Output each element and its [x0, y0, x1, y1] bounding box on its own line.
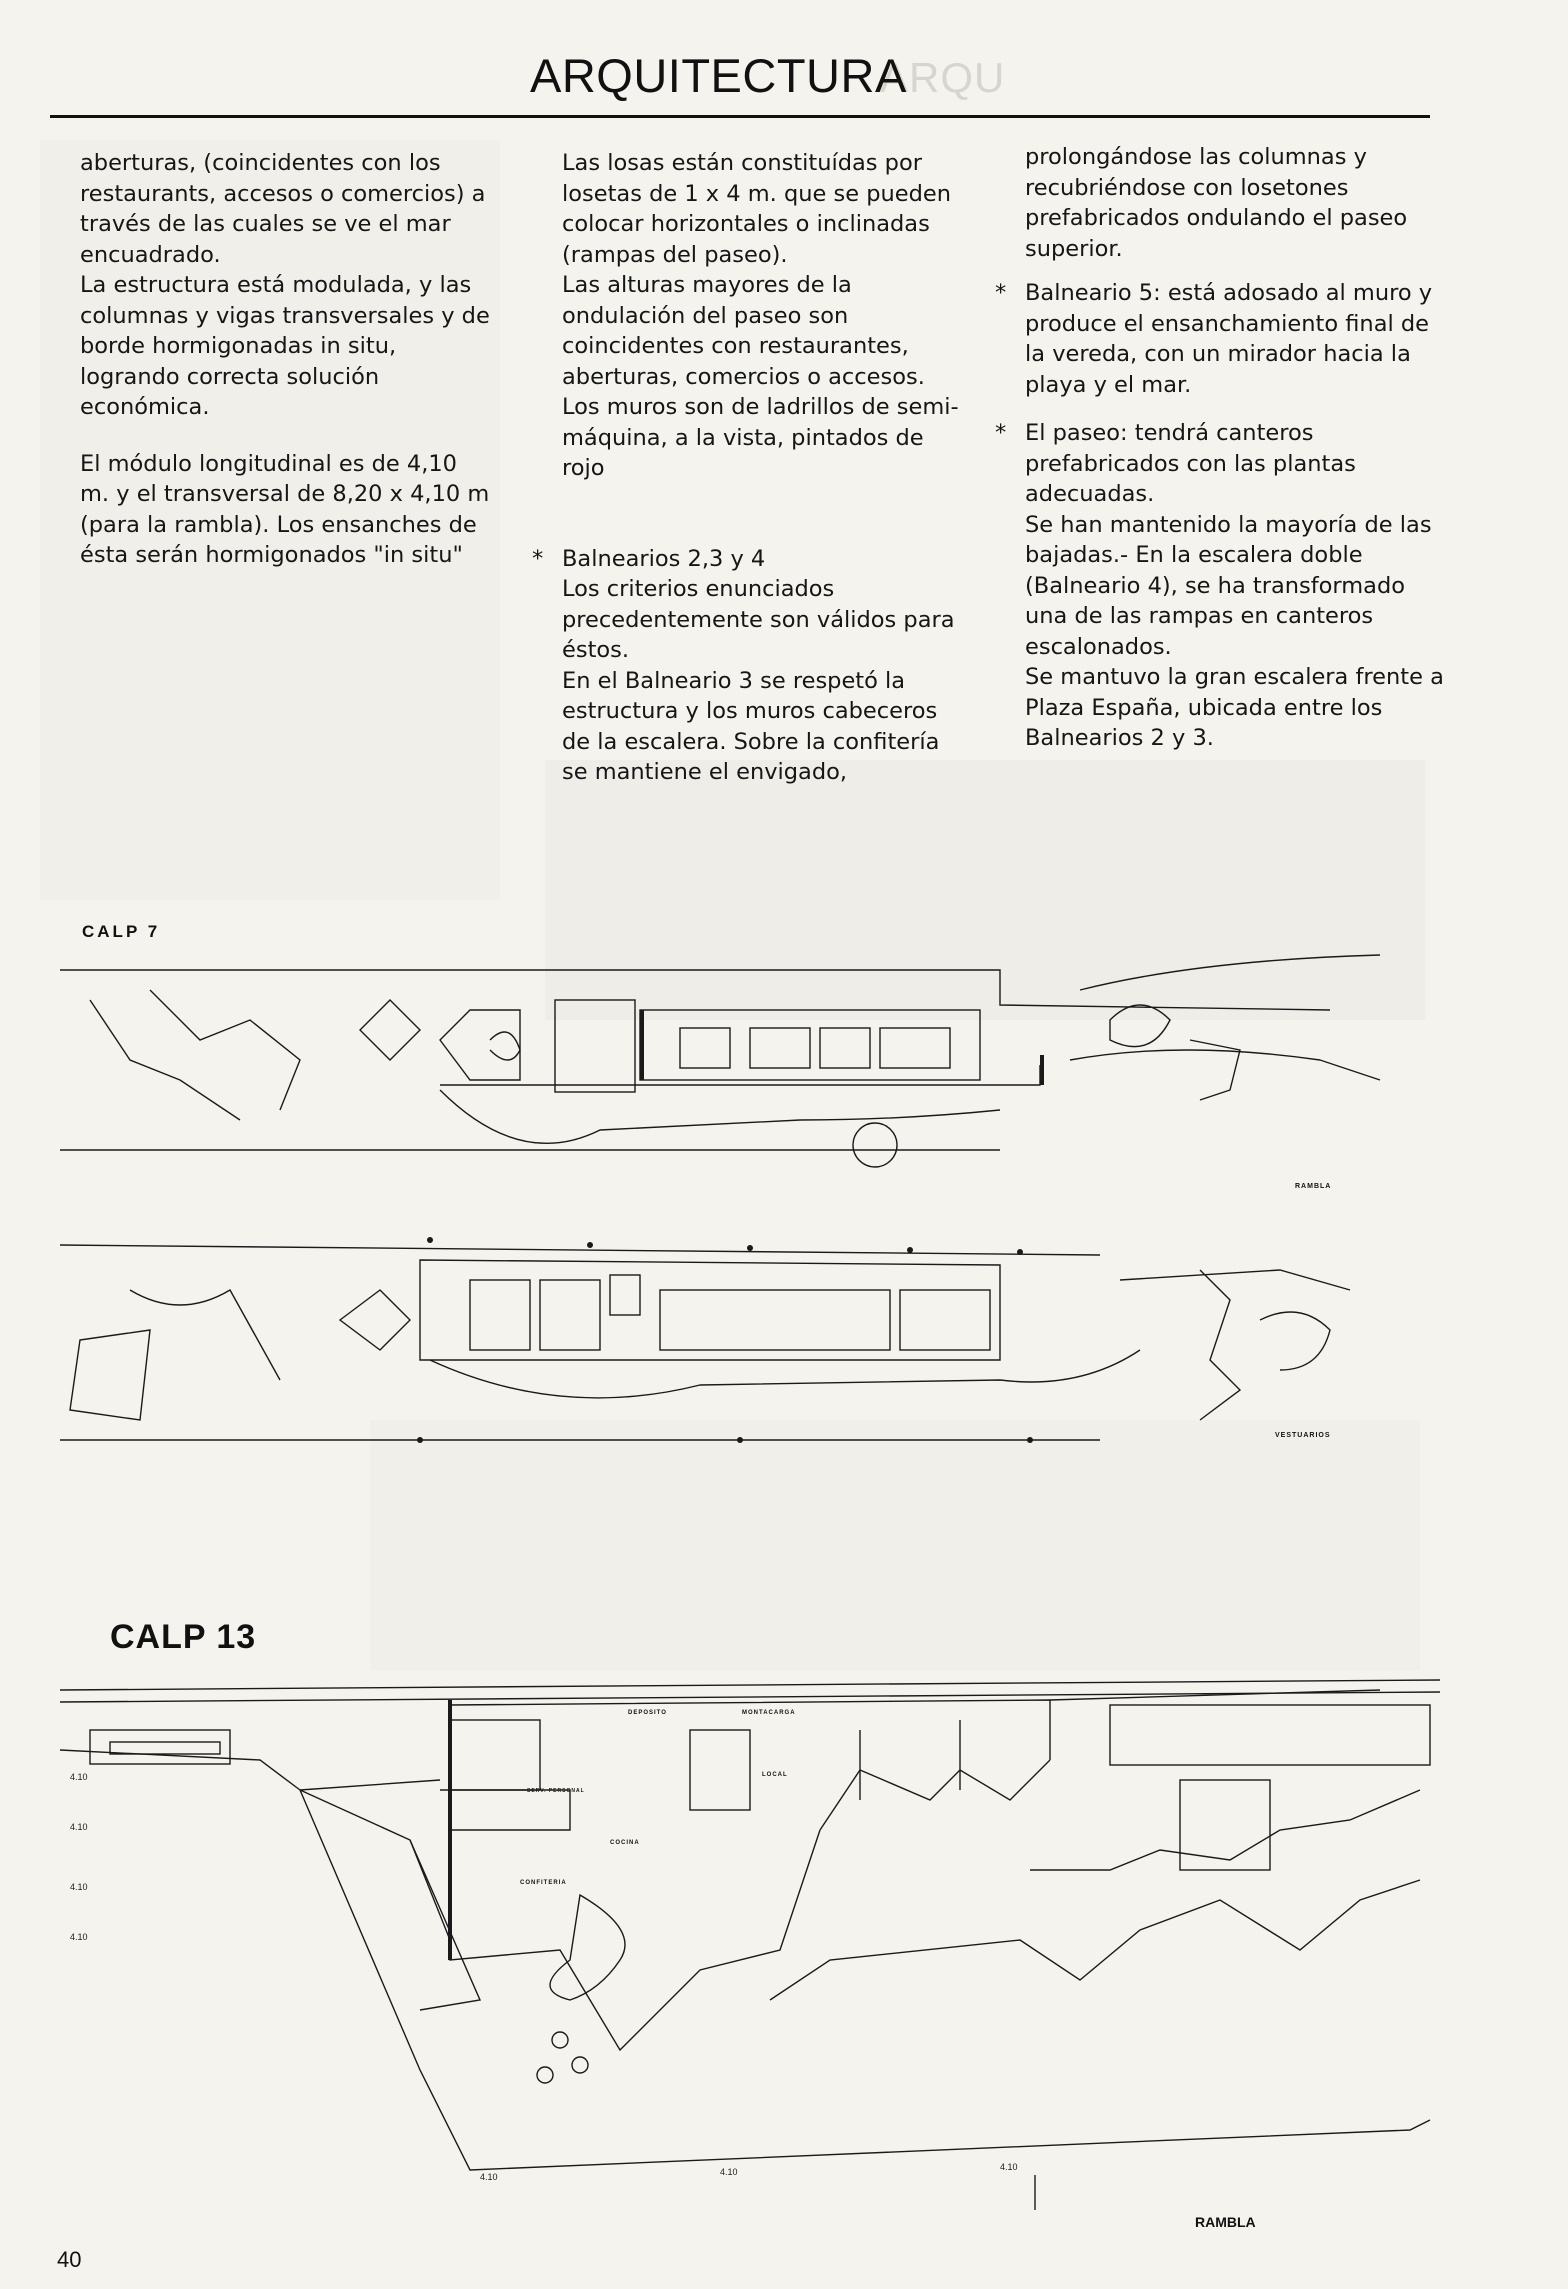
- bullet-mark: *: [995, 280, 1007, 306]
- room-label-local: LOCAL: [762, 1772, 788, 1778]
- bullet-text: Se mantuvo la gran escalera frente a Plaza España, ubicada entre los Balnearios 2 y 3.: [1025, 664, 1444, 751]
- dimension-label: 4.10: [1000, 2162, 1018, 2172]
- rambla-label-small: RAMBLA: [1295, 1183, 1332, 1190]
- bullet-text: Los criterios enunciados precedentemente son válidos para éstos.: [562, 576, 955, 663]
- dimension-label: 4.10: [70, 1932, 88, 1942]
- paragraph: Las losas están constituídas por losetas de 1 x 4 m. que se pueden colocar horizontales o inclinadas (rampas del paseo).: [562, 150, 951, 268]
- dimension-label: 4.10: [70, 1822, 88, 1832]
- room-label-montacarga: MONTACARGA: [742, 1710, 796, 1716]
- header-show-through: ARQU: [880, 54, 1006, 101]
- dimension-label: 4.10: [70, 1772, 88, 1782]
- room-label-cocina: COCINA: [610, 1840, 640, 1846]
- calp13-label: CALP 13: [110, 1618, 257, 1656]
- rambla-label-bottom: RAMBLA: [1195, 2214, 1256, 2230]
- paragraph: prolongándose las columnas y recubriéndose con losetones prefabricados ondulando el paseo superior.: [1025, 144, 1408, 262]
- calp7-lower-plan: [60, 1245, 1350, 1440]
- paragraph: aberturas, (coincidentes con los restaurants, accesos o comercios) a través de las cuales se ve el mar encuadrado.: [80, 150, 486, 268]
- page-number: 40: [57, 2247, 82, 2272]
- bullet-text: Se han mantenido la mayoría de las bajadas.- En la escalera doble (Balneario 4), se ha transformado una de las rampas en canteros escalonados.: [1025, 511, 1432, 660]
- room-label-deposito: DEPOSITO: [628, 1710, 667, 1716]
- calp7-label: CALP 7: [82, 922, 161, 941]
- bullet-text: Balneario 5: está adosado al muro y produce el ensanchamiento final de la vereda, con un mirador hacia la playa y el mar.: [1025, 280, 1433, 398]
- dimension-label: 4.10: [480, 2172, 498, 2182]
- bullet-title: Balnearios 2,3 y 4: [562, 545, 766, 572]
- room-label-serv-personal: SERV. PERSONAL: [527, 1788, 585, 1794]
- bullet-mark: *: [532, 545, 544, 572]
- paragraph: El módulo longitudinal es de 4,10 m. y el transversal de 8,20 x 4,10 m (para la rambla). Los ensanches de ésta serán hormigonados "in situ": [80, 450, 490, 568]
- room-label-confiteria: CONFITERIA: [520, 1880, 567, 1886]
- bullet-text: El paseo: tendrá canteros prefabricados con las plantas adecuadas.: [1025, 420, 1356, 507]
- paragraph: La estructura está modulada, y las columnas y vigas transversales y de borde hormigonadas in situ, logrando correcta solución económica.: [80, 272, 490, 420]
- bullet-mark: *: [995, 420, 1007, 446]
- dimension-label: 4.10: [70, 1882, 88, 1892]
- paragraph: Las alturas mayores de la ondulación del paseo son coincidentes con restaurantes, aberturas, comercios o accesos. Los muros son de ladrillos de semi-máquina, a la vista, pintados de rojo: [562, 272, 959, 481]
- calp13-plan: [60, 1680, 1440, 2210]
- calp7-upper-plan: [60, 955, 1380, 1167]
- page-title: ARQUITECTURA: [530, 49, 907, 102]
- bullet-text: En el Balneario 3 se respetó la estructura y los muros cabeceros de la escalera. Sobre la confitería se mantiene el envigado,: [562, 667, 940, 785]
- dimension-label: 4.10: [720, 2167, 738, 2177]
- vestuarios-label: VESTUARIOS: [1275, 1432, 1331, 1439]
